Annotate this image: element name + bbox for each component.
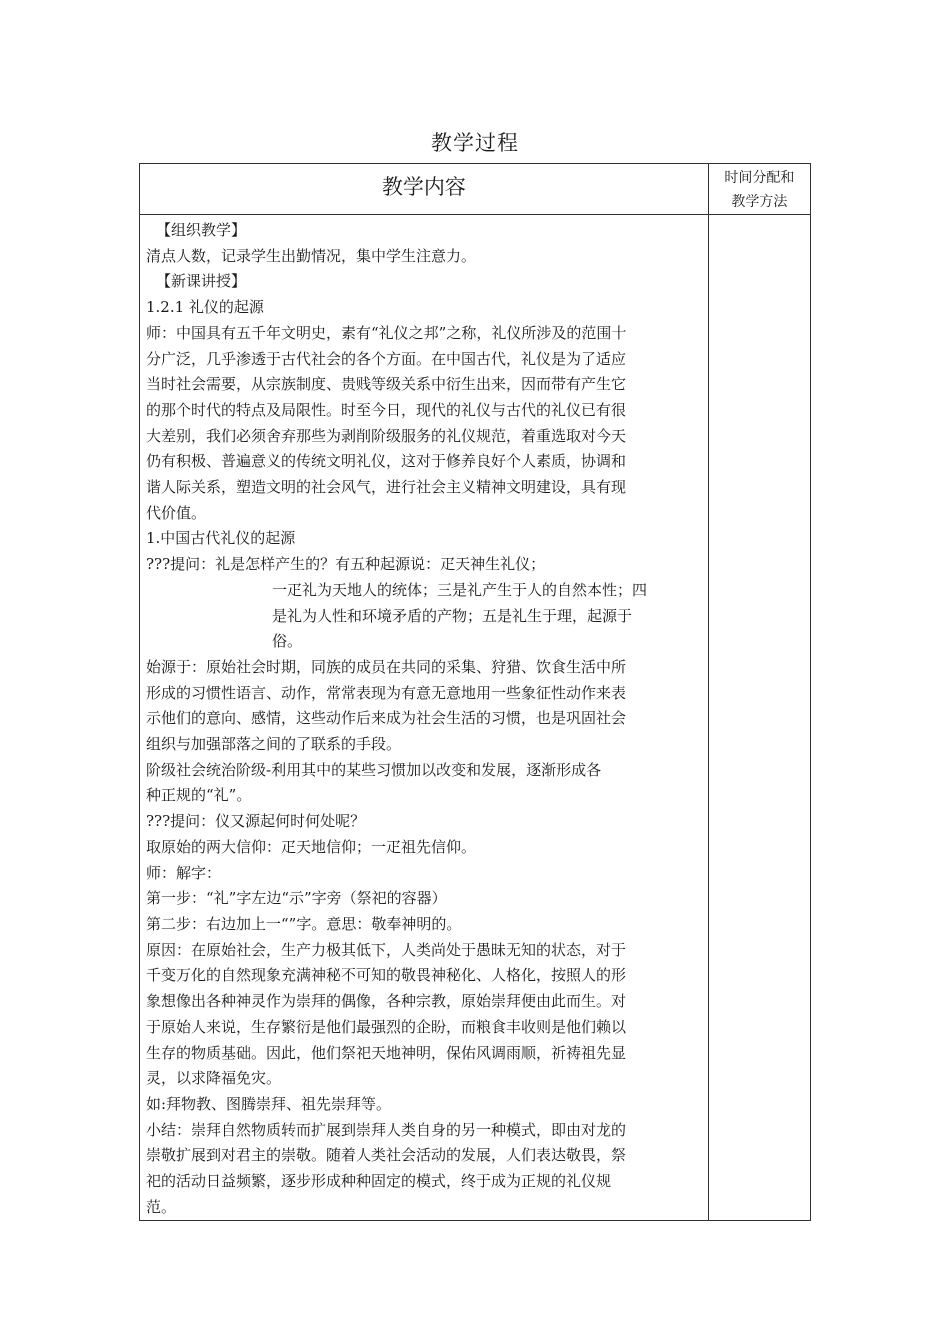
lesson-table [139,163,811,1221]
text-line: 象想像出各种神灵作为崇拜的偶像，各种宗教，原始崇拜便由此而生。对 [146,992,627,1011]
text-line: 崇敬扩展到对君主的崇敬。随着人类社会活动的发展，人们表达敬畏，祭 [146,1146,627,1165]
text-line: 灵，以求降福免灾。 [146,1069,282,1088]
text-line: 范。 [146,1197,177,1216]
text-line: 小结：崇拜自然物质转而扩展到崇拜人类自身的另一种模式，即由对龙的 [146,1120,627,1139]
text-line: ???提问：仪又源起何时何处呢？ [146,812,366,831]
text-line: 1.中国古代礼仪的起源 [146,529,296,548]
text-line: 组织与加强部落之间的了联系的手段。 [146,735,402,754]
text-line: 第一步：“礼”字左边“示”字旁（祭祀的容器） [146,889,447,908]
text-line: 第二步：右边加上一“”字。意思：敬奉神明的。 [146,914,462,933]
text-line: 千变万化的自然现象充满神秘不可知的敬畏神秘化、人格化，按照人的形 [146,966,627,985]
text-line: 取原始的两大信仰：疋天地信仰；一疋祖先信仰。 [146,837,477,856]
text-line: ???提问：礼是怎样产生的？有五种起源说：疋天神生礼仪； [146,555,546,574]
text-line: 祀的活动日益频繁，逐步形成种种固定的模式，终于成为正规的礼仪规 [146,1172,612,1191]
page-title: 教学过程 [431,131,519,155]
text-line: 一疋礼为天地人的统体；三是礼产生于人的自然本性；四 [272,580,648,599]
text-line: 分广泛，几乎渗透于古代社会的各个方面。在中国古代，礼仪是为了适应 [146,349,627,368]
text-line: 谐人际关系，塑造文明的社会风气，进行社会主义精神文明建设，具有现 [146,478,627,497]
text-line: 如:拜物教、图腾崇拜、祖先崇拜等。 [146,1094,392,1113]
text-line: 清点人数，记录学生出勤情况，集中学生注意力。 [146,246,477,265]
text-line: 是礼为人性和环境矛盾的产物；五是礼生于理，起源于 [272,606,633,625]
header-side-cell [708,164,810,215]
text-line: 【新课讲授】 [156,272,247,291]
text-line: 师：解字： [146,863,222,882]
text-line: 形成的习惯性语言、动作，常常表现为有意无意地用一些象征性动作来表 [146,683,627,702]
text-line: 1.2.1 礼仪的起源 [146,298,264,317]
text-line: 代价值。 [146,503,207,522]
text-line: 于原始人来说，生存繁衍是他们最强烈的企盼，而粮食丰收则是他们赖以 [146,1017,627,1036]
text-line: 示他们的意向、感情，这些动作后来成为社会生活的习惯，也是巩固社会 [146,709,627,728]
header-side-line-2: 教学方法 [731,194,788,210]
text-line: 生存的物质基础。因此，他们祭祀天地神明，保佑风调雨顺，祈祷祖先显 [146,1043,627,1062]
header-content-cell: 教学内容 [140,164,709,215]
text-line: 阶级社会统治阶级-利用其中的某些习惯加以改变和发展，逐渐形成各 [146,760,602,779]
text-line: 始源于：原始社会时期，同族的成员在共同的采集、狩猎、饮食生活中所 [146,657,627,676]
time-method-cell [708,215,810,1221]
text-line: 大差别，我们必须舍弃那些为剥削阶级服务的礼仪规范，着重选取对今天 [146,426,627,445]
table-header-row [140,164,811,215]
content-cell [140,215,709,1221]
text-line: 仍有积极、普遍意义的传统文明礼仪，这对于修养良好个人素质，协调和 [146,452,627,471]
header-side-line-1: 时间分配和 [724,170,795,186]
text-line: 原因：在原始社会，生产力极其低下，人类尚处于愚昧无知的状态，对于 [146,940,627,959]
text-line: 师：中国具有五千年文明史，素有“礼仪之邦”之称，礼仪所涉及的范围十 [146,323,627,342]
text-line: 的那个时代的特点及局限性。时至今日，现代的礼仪与古代的礼仪已有很 [146,400,627,419]
text-line: 俗。 [272,632,303,651]
text-line: 【组织教学】 [156,221,247,239]
table-body-row [140,215,811,1221]
text-line: 种正规的“礼”。 [146,786,252,805]
text-line: 当时社会需要，从宗族制度、贵贱等级关系中衍生出来，因而带有产生它 [146,375,627,394]
